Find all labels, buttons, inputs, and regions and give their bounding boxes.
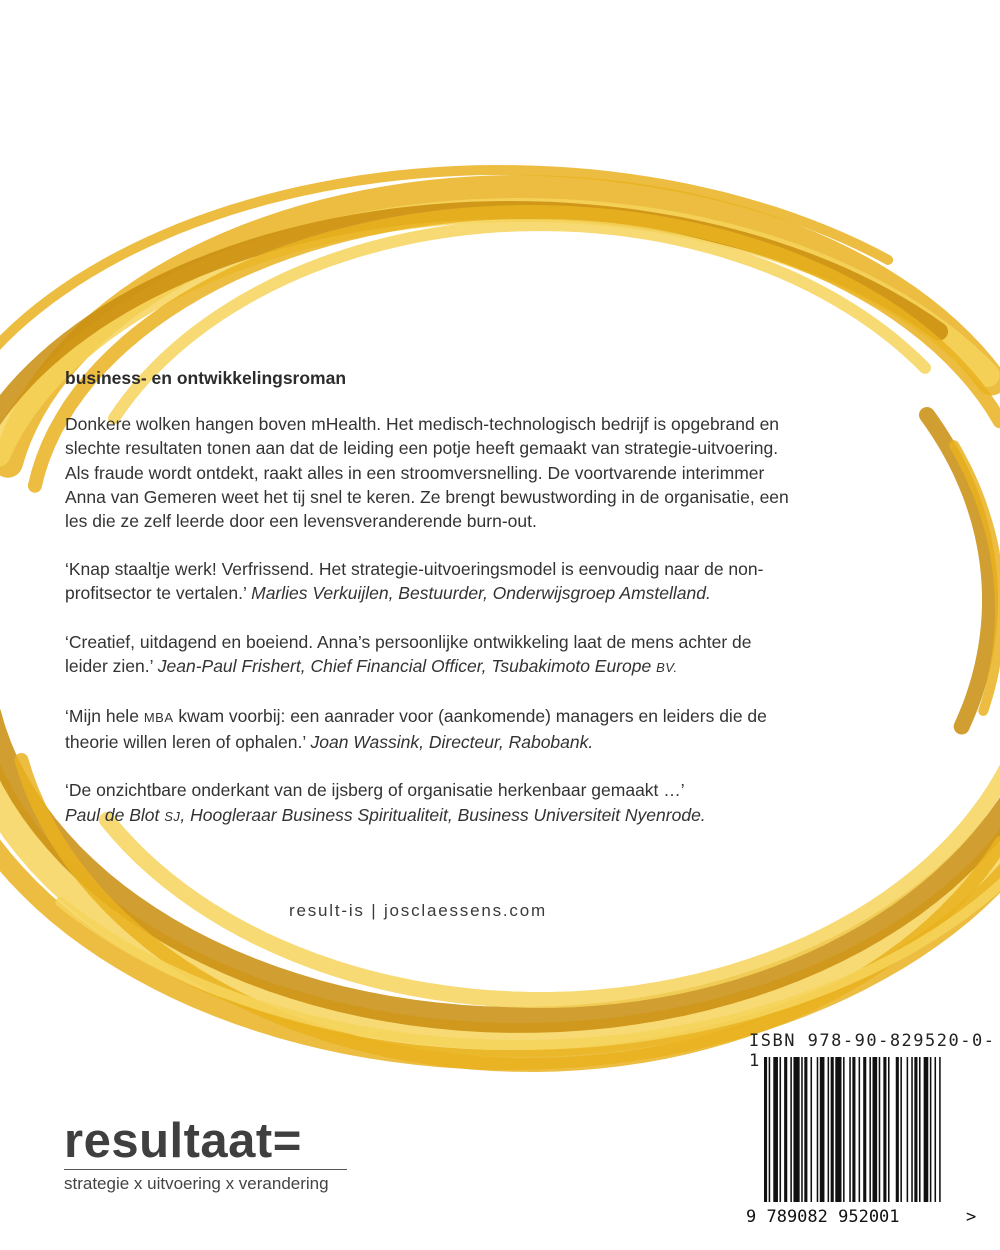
barcode-bar <box>919 1057 921 1202</box>
book-blurb: Donkere wolken hangen boven mHealth. Het medisch-technologisch bedrijf is opgebrand en slechte resultaten tonen aan dat de leiding een potje heeft gemaakt van strategie-uitvoering. Als fraude wordt ontdekt, raakt alles in een stroomversnelling. De voortvarende interimmer Anna van Gemeren weet het tij snel te keren. Ze brengt bewustwording in de organisatie, een les die ze zelf leerde door een levensveranderende burn-out. <box>65 414 789 532</box>
barcode-bar <box>911 1057 913 1202</box>
quote-text: kwam voorbij: een aanrader voor (aankomende) managers en leiders die de theorie willen leren of ophalen.’ <box>65 706 767 753</box>
barcode-bar <box>935 1057 937 1202</box>
barcode-bar <box>900 1057 902 1202</box>
barcode-bar <box>764 1057 767 1202</box>
barcode-bar <box>828 1057 830 1202</box>
quote-attribution: Jean-Paul Frishert, Chief Financial Officer, Tsubakimoto Europe <box>157 655 652 676</box>
barcode-bar <box>849 1057 851 1202</box>
barcode-bar <box>793 1057 799 1202</box>
barcode-bar <box>843 1057 845 1202</box>
barcode-bar <box>869 1057 871 1202</box>
brand-divider <box>64 1169 347 1170</box>
barcode-bar <box>801 1057 803 1202</box>
barcode-bar <box>863 1057 866 1202</box>
isbn-label: ISBN 978-90-829520-0-1 <box>749 1031 996 1071</box>
barcode-bar <box>896 1057 899 1202</box>
quote-text: ‘De onzichtbare onderkant van de ijsberg of organisatie herkenbaar gemaakt …’ <box>65 780 685 801</box>
barcode-bar <box>784 1057 787 1202</box>
quote-text: ‘Mijn hele <box>65 706 139 727</box>
barcode-bar <box>930 1057 932 1202</box>
barcode-bar <box>835 1057 841 1202</box>
quote-attribution: Joan Wassink, Directeur, Rabobank. <box>310 732 594 753</box>
barcode-bar <box>883 1057 886 1202</box>
brand-logo <box>64 1115 347 1194</box>
quote-3 <box>65 704 795 754</box>
barcode-digits: 9 789082 952001 <box>746 1207 900 1227</box>
brand-name: resultaat= <box>64 1114 302 1168</box>
barcode-bar <box>811 1057 813 1202</box>
barcode-bar <box>873 1057 878 1202</box>
barcode-bar <box>820 1057 825 1202</box>
quote-abbreviation: MBA <box>143 710 174 726</box>
barcode-bar <box>769 1057 771 1202</box>
book-subtitle: business- en ontwikkelingsroman <box>65 368 347 388</box>
barcode-bar <box>914 1057 917 1202</box>
barcode-bar <box>859 1057 861 1202</box>
barcode-bar <box>879 1057 881 1202</box>
quote-attribution: Marlies Verkuijlen, Bestuurder, Onderwijsgroep Amstelland. <box>251 583 711 604</box>
quote-attribution-suffix: BV. <box>656 659 678 675</box>
barcode-bar <box>831 1057 834 1202</box>
quote-attribution: , Hoogleraar Business Spiritualiteit, Business Universiteit Nyenrode. <box>180 804 706 825</box>
quote-text: ‘Knap staaltje werk! Verfrissend. Het strategie-uitvoeringsmodel is eenvoudig naar de non-profitsector te vertalen.’ <box>65 559 764 604</box>
brand-tagline: strategie x uitvoering x verandering <box>64 1174 329 1193</box>
barcode-bar <box>939 1057 941 1202</box>
barcode-bar <box>907 1057 909 1202</box>
quote-1 <box>65 557 795 605</box>
quote-4 <box>65 778 795 828</box>
back-cover-copy <box>65 366 795 853</box>
web-links: result-is | josclaessens.com <box>289 901 547 920</box>
barcode-arrow: > <box>966 1207 977 1227</box>
barcode-bar <box>924 1057 929 1202</box>
barcode-bar <box>804 1057 807 1202</box>
barcode-bar <box>888 1057 890 1202</box>
barcode-bar <box>852 1057 855 1202</box>
quote-attribution-abbreviation: SJ <box>164 808 181 824</box>
barcode-bar <box>817 1057 819 1202</box>
barcode-bar <box>790 1057 792 1202</box>
barcode-bar <box>773 1057 778 1202</box>
quote-attribution-name: Paul de Blot <box>65 804 160 825</box>
isbn-barcode-graphic <box>744 1057 980 1227</box>
quote-2 <box>65 630 795 680</box>
barcode-bar <box>780 1057 782 1202</box>
quote-text: ‘Creatief, uitdagend en boeiend. Anna’s persoonlijke ontwikkeling laat de mens achter de leider zien.’ <box>65 631 752 676</box>
